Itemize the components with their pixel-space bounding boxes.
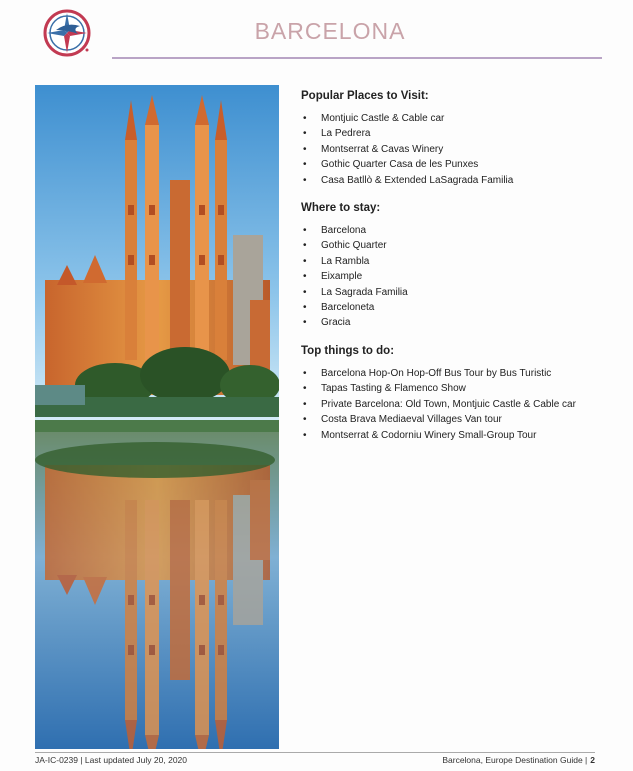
- footer-divider: [35, 752, 595, 753]
- section-popular-places: [301, 90, 621, 188]
- list-item: • Gothic Quarter: [301, 238, 621, 253]
- section-heading: Popular Places to Visit:: [301, 90, 429, 102]
- sagrada-familia-photo: [35, 85, 279, 749]
- list-item: • Gracia: [301, 315, 621, 330]
- page-title: BARCELONA: [254, 18, 406, 44]
- footer-guide-label: Barcelona, Europe Destination Guide |: [442, 755, 588, 765]
- title-divider: [112, 57, 602, 59]
- list-item: • La Rambla: [301, 254, 621, 269]
- section-where-to-stay: [301, 202, 621, 331]
- section-top-things: [301, 345, 621, 443]
- list-item: • Montserrat & Codorniu Winery Small-Group Tour: [301, 428, 621, 443]
- list-item: • Tapas Tasting & Flamenco Show: [301, 381, 621, 396]
- list-item: • Eixample: [301, 269, 621, 284]
- places-list: [301, 111, 621, 188]
- page-number: 2: [590, 755, 595, 765]
- section-heading: Where to stay:: [301, 202, 381, 215]
- things-list: [301, 366, 621, 443]
- footer-guide-title: [442, 755, 595, 765]
- list-item: • Costa Brava Mediaeval Villages Van tour: [301, 412, 621, 427]
- content-column: [301, 90, 621, 457]
- stay-list: [301, 223, 621, 331]
- list-item: • Barcelona Hop-On Hop-Off Bus Tour by Bus Turistic: [301, 366, 621, 381]
- list-item: • La Sagrada Familia: [301, 285, 621, 300]
- compass-rose-logo-icon: [42, 8, 92, 58]
- list-item: • Montserrat & Cavas Winery: [301, 142, 621, 157]
- list-item: • Private Barcelona: Old Town, Montjuic Castle & Cable car: [301, 397, 621, 412]
- list-item: • Montjuic Castle & Cable car: [301, 111, 621, 126]
- footer-doc-id: JA-IC-0239 | Last updated July 20, 2020: [35, 755, 187, 765]
- section-heading: Top things to do:: [301, 344, 395, 357]
- list-item: • Barcelona: [301, 223, 621, 238]
- list-item: • Barceloneta: [301, 300, 621, 315]
- list-item: • Casa Batllò & Extended LaSagrada Familia: [301, 173, 621, 188]
- list-item: • La Pedrera: [301, 126, 621, 141]
- list-item: • Gothic Quarter Casa de les Punxes: [301, 157, 621, 172]
